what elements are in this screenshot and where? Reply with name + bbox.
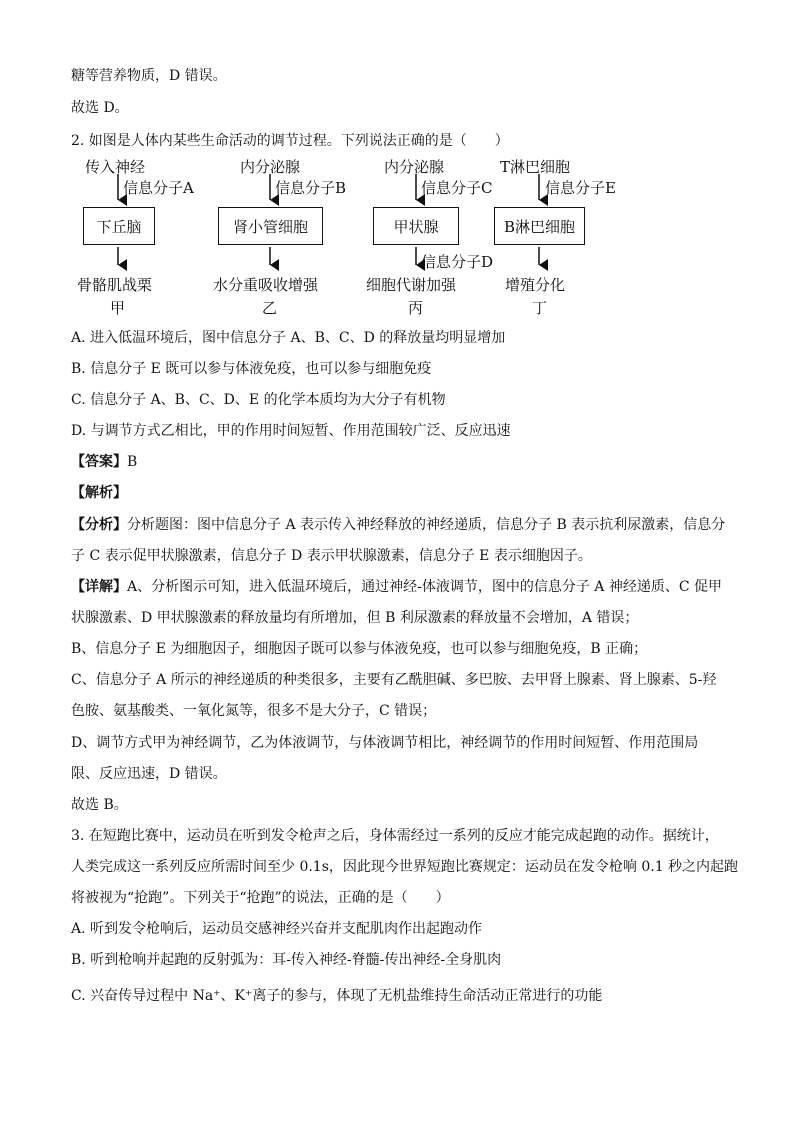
- conclusion: 故选 B。: [71, 797, 128, 813]
- signal-label: 信息分子D: [421, 253, 494, 271]
- process-label: 乙: [262, 299, 278, 317]
- process-label: 甲: [110, 299, 126, 317]
- option-d: D. 与调节方式乙相比，甲的作用时间短暂、作用范围较广泛、反应迅速: [71, 423, 511, 439]
- option-c: C. 信息分子 A、B、C、D、E 的化学本质均为大分子有机物: [71, 392, 446, 408]
- process-label: 丁: [532, 299, 548, 317]
- text-line: 故选 D。: [71, 100, 129, 116]
- signal-label: 信息分子B: [275, 179, 347, 197]
- explain-c-cont: 色胺、氨基酸类、一氧化氮等，很多不是大分子，C 错误；: [71, 703, 437, 719]
- text-line: 糖等营养物质，D 错误。: [71, 68, 227, 84]
- question-stem: 3. 在短跑比赛中，运动员在听到发令枪声之后，身体需经过一系列的反应才能完成起跑的动作。据统计，: [71, 828, 719, 844]
- xiangjie-text: A、分析图示可知，进入低温环境后，通过神经-体液调节，图中的信息分子 A 神经递质、C 促甲: [127, 579, 723, 595]
- process-label: 丙: [408, 299, 424, 317]
- answer-line: [71, 452, 137, 472]
- explain-c: C、信息分子 A 所示的神经递质的种类很多，主要有乙酰胆碱、多巴胺、去甲肾上腺素、肾上腺素、5-羟: [71, 672, 717, 688]
- fenxi-text-cont: 子 C 表示促甲状腺激素，信息分子 D 表示甲状腺激素，信息分子 E 表示细胞因子。: [71, 548, 592, 564]
- answer-label: 【答案】: [71, 454, 127, 470]
- fenxi-line: [71, 515, 725, 535]
- effect-label: 骨骼肌战栗: [77, 276, 153, 294]
- explain-d: D、调节方式甲为神经调节，乙为体液调节，与体液调节相比，神经调节的作用时间短暂、作用范围局: [71, 735, 699, 751]
- source-label: 内分泌腺: [384, 158, 445, 176]
- explain-d-cont: 限、反应迅速，D 错误。: [71, 766, 227, 782]
- analysis-heading: 【解析】: [71, 485, 127, 501]
- explain-b: B、信息分子 E 为细胞因子，细胞因子既可以参与体液免疫，也可以参与细胞免疫，B 正确；: [71, 641, 648, 657]
- question-stem: 2. 如图是人体内某些生命活动的调节过程。下列说法正确的是（ ）: [71, 133, 509, 149]
- source-label: 传入神经: [85, 158, 146, 176]
- target-box: 下丘脑: [83, 207, 155, 245]
- signal-label: 信息分子A: [123, 179, 194, 197]
- signal-label: 信息分子C: [421, 179, 493, 197]
- xiangjie-line: [71, 577, 722, 597]
- option-b: B. 听到枪响并起跑的反射弧为：耳-传入神经-脊髓-传出神经-全身肌肉: [71, 952, 502, 968]
- option-b: B. 信息分子 E 既可以参与体液免疫，也可以参与细胞免疫: [71, 361, 432, 377]
- answer-value: B: [127, 454, 138, 470]
- signal-label: 信息分子E: [545, 179, 616, 197]
- xiangjie-text-cont: 状腺激素、D 甲状腺激素的释放量均有所增加，但 B 利尿激素的释放量不会增加，A 错误；: [71, 610, 639, 626]
- fenxi-text: 分析题图：图中信息分子 A 表示传入神经释放的神经递质，信息分子 B 表示抗利尿激素，信息分: [127, 517, 726, 533]
- target-box: 甲状腺: [373, 207, 459, 245]
- target-box: B淋巴细胞: [494, 207, 585, 245]
- option-a: A. 进入低温环境后，图中信息分子 A、B、C、D 的释放量均明显增加: [71, 330, 506, 346]
- fenxi-label: 【分析】: [71, 517, 127, 533]
- xiangjie-label: 【详解】: [71, 579, 127, 595]
- question-stem-cont: 将被视为“抢跑”。下列关于“抢跑”的说法，正确的是（ ）: [71, 890, 450, 906]
- target-box: 肾小管细胞: [218, 207, 323, 245]
- regulation-diagram: [71, 152, 631, 322]
- source-label: T淋巴细胞: [500, 158, 571, 176]
- option-a: A. 听到发令枪响后，运动员交感神经兴奋并支配肌肉作出起跑动作: [71, 921, 483, 937]
- effect-label: 增殖分化: [505, 276, 566, 294]
- effect-label: 水分重吸收增强: [213, 276, 319, 294]
- option-c: C. 兴奋传导过程中 Na⁺、K⁺离子的参与，体现了无机盐维持生命活动正常进行的功能: [71, 988, 603, 1004]
- source-label: 内分泌腺: [240, 158, 301, 176]
- effect-label: 细胞代谢加强: [366, 276, 457, 294]
- question-stem-cont: 人类完成这一系列反应所需时间至少 0.1s，因此现今世界短跑比赛规定：运动员在发令枪响 0.1 秒之内起跑: [71, 859, 739, 875]
